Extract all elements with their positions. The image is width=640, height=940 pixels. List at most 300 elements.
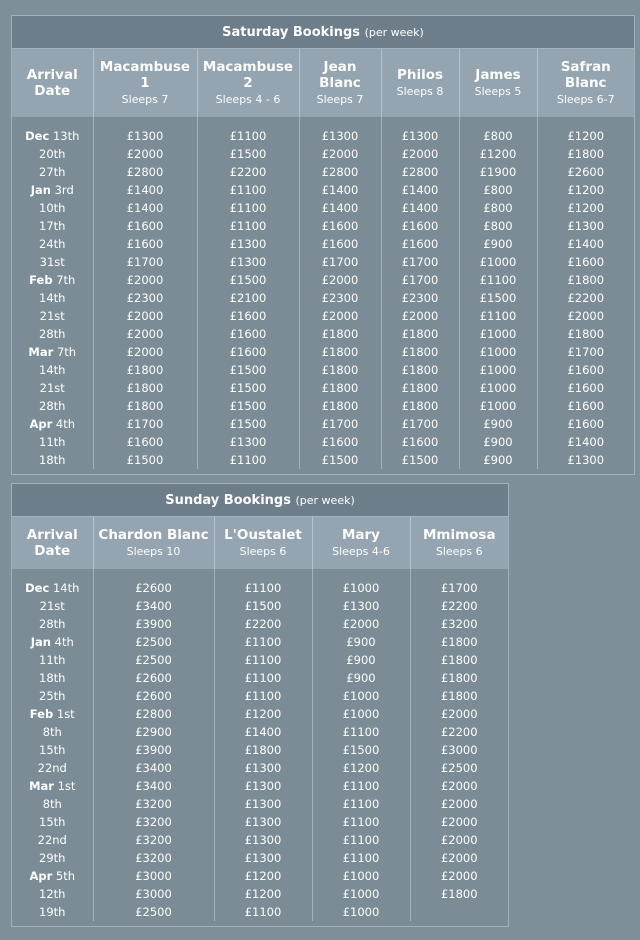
saturday-price-cell: £1200 bbox=[537, 199, 634, 217]
saturday-arrival-month: Apr bbox=[29, 417, 53, 431]
saturday-table-row bbox=[12, 181, 634, 199]
saturday-price-cell: £1700 bbox=[381, 271, 459, 289]
saturday-property-sleeps: Sleeps 8 bbox=[396, 85, 444, 98]
sunday-price-grid bbox=[12, 517, 508, 921]
saturday-price-cell: £2000 bbox=[299, 271, 381, 289]
saturday-price-cell: £1000 bbox=[459, 379, 537, 397]
sunday-table-row bbox=[12, 867, 508, 885]
sunday-price-cell: £2000 bbox=[410, 795, 508, 813]
sunday-property-sleeps: Sleeps 10 bbox=[126, 545, 181, 558]
sunday-price-cell: £1300 bbox=[214, 795, 312, 813]
sunday-price-cell: £2900 bbox=[93, 723, 214, 741]
saturday-price-cell: £1800 bbox=[537, 145, 634, 163]
saturday-arrival-month: Jan bbox=[30, 183, 51, 197]
sunday-price-cell: £1300 bbox=[214, 813, 312, 831]
saturday-table-row bbox=[12, 253, 634, 271]
saturday-price-cell: £1700 bbox=[381, 253, 459, 271]
saturday-price-cell: £1300 bbox=[93, 117, 197, 145]
sunday-price-cell: £1800 bbox=[214, 741, 312, 759]
saturday-table-row bbox=[12, 379, 634, 397]
saturday-price-cell: £2800 bbox=[381, 163, 459, 181]
sunday-price-cell: £1400 bbox=[214, 723, 312, 741]
saturday-arrival-date-cell bbox=[12, 325, 93, 343]
saturday-price-cell: £900 bbox=[459, 451, 537, 469]
saturday-arrival-date-cell bbox=[12, 163, 93, 181]
sunday-price-cell: £2000 bbox=[410, 867, 508, 885]
saturday-property-header bbox=[299, 49, 381, 117]
saturday-arrival-day: 27th bbox=[39, 165, 66, 179]
saturday-price-cell: £1200 bbox=[537, 181, 634, 199]
saturday-price-cell: £1000 bbox=[459, 253, 537, 271]
saturday-price-cell: £1700 bbox=[537, 343, 634, 361]
sunday-table-row bbox=[12, 705, 508, 723]
saturday-price-cell: £1800 bbox=[537, 271, 634, 289]
saturday-arrival-month: Mar bbox=[28, 345, 54, 359]
sunday-price-cell: £3000 bbox=[93, 885, 214, 903]
saturday-arrival-day: 18th bbox=[39, 453, 66, 467]
sunday-price-cell: £900 bbox=[312, 633, 410, 651]
saturday-table-row bbox=[12, 451, 634, 469]
sunday-property-name: Chardon Blanc bbox=[98, 527, 209, 543]
sunday-title-text: Sunday Bookings bbox=[165, 493, 291, 508]
sunday-arrival-day: 1st bbox=[56, 707, 75, 721]
saturday-arrival-day: 10th bbox=[39, 201, 66, 215]
sunday-arrival-day: 8th bbox=[42, 797, 62, 811]
saturday-price-cell: £1300 bbox=[197, 235, 299, 253]
saturday-arrival-day: 14th bbox=[39, 291, 66, 305]
saturday-price-cell: £800 bbox=[459, 199, 537, 217]
sunday-price-cell: £1500 bbox=[214, 597, 312, 615]
saturday-property-header bbox=[381, 49, 459, 117]
saturday-title-sub: (per week) bbox=[364, 26, 424, 39]
saturday-property-sleeps: Sleeps 7 bbox=[121, 93, 169, 106]
sunday-price-cell: £2800 bbox=[93, 705, 214, 723]
saturday-arrival-date-header bbox=[12, 49, 93, 117]
saturday-arrival-day: 14th bbox=[39, 363, 66, 377]
sunday-arrival-day: 25th bbox=[39, 689, 66, 703]
sunday-arrival-day: 8th bbox=[42, 725, 62, 739]
sunday-property-header bbox=[312, 517, 410, 569]
sunday-table-row bbox=[12, 569, 508, 597]
sunday-price-cell: £2600 bbox=[93, 687, 214, 705]
sunday-price-cell: £1100 bbox=[312, 849, 410, 867]
sunday-price-cell: £2600 bbox=[93, 669, 214, 687]
sunday-arrival-day: 5th bbox=[55, 869, 76, 883]
sunday-property-name: Mary bbox=[341, 527, 380, 543]
sunday-arrival-date-cell bbox=[12, 903, 93, 921]
sunday-price-cell: £900 bbox=[312, 651, 410, 669]
saturday-price-cell: £1600 bbox=[537, 361, 634, 379]
sunday-price-cell: £3400 bbox=[93, 759, 214, 777]
sunday-table-row bbox=[12, 795, 508, 813]
saturday-price-cell: £1800 bbox=[299, 325, 381, 343]
sunday-price-cell: £2200 bbox=[410, 723, 508, 741]
saturday-table-row bbox=[12, 271, 634, 289]
saturday-header-row bbox=[12, 49, 634, 117]
saturday-arrival-day: 17th bbox=[39, 219, 66, 233]
saturday-property-header bbox=[459, 49, 537, 117]
saturday-arrival-date-cell bbox=[12, 235, 93, 253]
sunday-price-cell: £1800 bbox=[410, 633, 508, 651]
saturday-property-header bbox=[197, 49, 299, 117]
sunday-price-cell: £3900 bbox=[93, 741, 214, 759]
sunday-price-cell: £3200 bbox=[93, 849, 214, 867]
saturday-price-cell: £1700 bbox=[299, 253, 381, 271]
sunday-arrival-date-cell bbox=[12, 795, 93, 813]
saturday-price-cell: £2000 bbox=[299, 145, 381, 163]
sunday-price-cell: £1100 bbox=[312, 795, 410, 813]
sunday-price-cell: £2000 bbox=[410, 813, 508, 831]
saturday-price-cell: £2800 bbox=[93, 163, 197, 181]
saturday-price-cell: £1100 bbox=[197, 181, 299, 199]
sunday-price-cell: £1500 bbox=[312, 741, 410, 759]
sunday-arrival-day: 22nd bbox=[37, 833, 67, 847]
sunday-arrival-month: Feb bbox=[29, 707, 54, 721]
sunday-property-sleeps: Sleeps 6 bbox=[435, 545, 483, 558]
saturday-price-cell: £1400 bbox=[93, 199, 197, 217]
sunday-table-row bbox=[12, 651, 508, 669]
sunday-arrival-day: 18th bbox=[39, 671, 66, 685]
saturday-arrival-date-cell bbox=[12, 343, 93, 361]
sunday-price-cell: £1100 bbox=[312, 813, 410, 831]
saturday-property-name: James bbox=[475, 67, 521, 83]
saturday-price-cell: £1800 bbox=[381, 325, 459, 343]
sunday-price-cell: £1000 bbox=[312, 705, 410, 723]
saturday-price-cell: £1800 bbox=[93, 379, 197, 397]
saturday-price-cell: £1500 bbox=[381, 451, 459, 469]
sunday-arrival-date-cell bbox=[12, 705, 93, 723]
saturday-arrival-day: 21st bbox=[39, 381, 65, 395]
saturday-property-name: Macambuse 1 bbox=[99, 59, 191, 91]
saturday-arrival-date-cell bbox=[12, 415, 93, 433]
saturday-arrival-date-cell bbox=[12, 117, 93, 145]
saturday-arrival-date-cell bbox=[12, 397, 93, 415]
saturday-price-cell: £1000 bbox=[459, 343, 537, 361]
saturday-price-cell: £1600 bbox=[537, 415, 634, 433]
sunday-price-cell: £1000 bbox=[312, 569, 410, 597]
sunday-property-sleeps: Sleeps 4-6 bbox=[332, 545, 390, 558]
saturday-price-cell: £1600 bbox=[381, 433, 459, 451]
saturday-arrival-day: 13th bbox=[52, 129, 80, 143]
sunday-price-cell: £1000 bbox=[312, 687, 410, 705]
sunday-arrival-date-cell bbox=[12, 651, 93, 669]
sunday-arrival-month: Mar bbox=[29, 779, 54, 793]
sunday-arrival-day: 21st bbox=[39, 599, 65, 613]
sunday-arrival-date-label: Arrival Date bbox=[26, 527, 78, 559]
sunday-price-cell bbox=[410, 903, 508, 921]
sunday-arrival-day: 4th bbox=[54, 635, 74, 649]
saturday-price-cell: £1100 bbox=[197, 451, 299, 469]
saturday-price-cell: £1600 bbox=[93, 235, 197, 253]
saturday-price-cell: £900 bbox=[459, 235, 537, 253]
sunday-table-row bbox=[12, 741, 508, 759]
sunday-price-cell: £1100 bbox=[312, 723, 410, 741]
sunday-arrival-date-cell bbox=[12, 615, 93, 633]
sunday-price-cell: £1100 bbox=[214, 903, 312, 921]
sunday-price-cell: £1200 bbox=[214, 867, 312, 885]
saturday-price-cell: £1600 bbox=[299, 217, 381, 235]
sunday-price-cell: £2600 bbox=[93, 569, 214, 597]
sunday-table-row bbox=[12, 633, 508, 651]
saturday-title bbox=[12, 16, 634, 49]
saturday-table-row bbox=[12, 289, 634, 307]
sunday-table-row bbox=[12, 615, 508, 633]
saturday-price-cell: £2800 bbox=[299, 163, 381, 181]
sunday-arrival-date-cell bbox=[12, 741, 93, 759]
saturday-price-cell: £1100 bbox=[197, 199, 299, 217]
saturday-price-cell: £2000 bbox=[299, 307, 381, 325]
saturday-price-cell: £1500 bbox=[459, 289, 537, 307]
saturday-price-cell: £1600 bbox=[381, 217, 459, 235]
sunday-price-cell: £2200 bbox=[410, 597, 508, 615]
sunday-price-cell: £1000 bbox=[312, 885, 410, 903]
saturday-table-row bbox=[12, 235, 634, 253]
saturday-price-cell: £1400 bbox=[537, 235, 634, 253]
sunday-arrival-date-cell bbox=[12, 849, 93, 867]
sunday-price-cell: £3000 bbox=[93, 867, 214, 885]
saturday-arrival-date-cell bbox=[12, 199, 93, 217]
sunday-table-row bbox=[12, 687, 508, 705]
saturday-table-row bbox=[12, 163, 634, 181]
saturday-price-cell: £1500 bbox=[197, 145, 299, 163]
sunday-price-cell: £1200 bbox=[312, 759, 410, 777]
saturday-table-row bbox=[12, 343, 634, 361]
sunday-property-header bbox=[93, 517, 214, 569]
sunday-price-cell: £2000 bbox=[410, 777, 508, 795]
saturday-arrival-month: Dec bbox=[25, 129, 50, 143]
sunday-price-cell: £3400 bbox=[93, 777, 214, 795]
saturday-arrival-day: 3rd bbox=[54, 183, 74, 197]
saturday-property-name: Jean Blanc bbox=[319, 59, 361, 91]
saturday-price-cell: £1500 bbox=[197, 361, 299, 379]
saturday-price-cell: £1200 bbox=[459, 145, 537, 163]
saturday-price-cell: £1600 bbox=[537, 397, 634, 415]
saturday-price-cell: £1700 bbox=[381, 415, 459, 433]
sunday-arrival-day: 12th bbox=[39, 887, 66, 901]
saturday-price-cell: £1700 bbox=[93, 253, 197, 271]
saturday-arrival-day: 24th bbox=[39, 237, 66, 251]
saturday-price-cell: £2600 bbox=[537, 163, 634, 181]
saturday-price-cell: £800 bbox=[459, 217, 537, 235]
saturday-price-cell: £1300 bbox=[299, 117, 381, 145]
saturday-price-cell: £1900 bbox=[459, 163, 537, 181]
saturday-arrival-date-cell bbox=[12, 361, 93, 379]
saturday-price-cell: £2000 bbox=[93, 325, 197, 343]
saturday-property-sleeps: Sleeps 7 bbox=[316, 93, 364, 106]
saturday-property-sleeps: Sleeps 4 - 6 bbox=[215, 93, 281, 106]
saturday-arrival-day: 21st bbox=[39, 309, 65, 323]
saturday-price-cell: £1400 bbox=[381, 181, 459, 199]
sunday-arrival-date-cell bbox=[12, 687, 93, 705]
saturday-price-cell: £1700 bbox=[93, 415, 197, 433]
saturday-price-cell: £2100 bbox=[197, 289, 299, 307]
sunday-table-row bbox=[12, 903, 508, 921]
sunday-price-cell: £2500 bbox=[410, 759, 508, 777]
saturday-price-cell: £1600 bbox=[381, 235, 459, 253]
sunday-table-row bbox=[12, 669, 508, 687]
sunday-price-cell: £2200 bbox=[214, 615, 312, 633]
saturday-price-cell: £1000 bbox=[459, 397, 537, 415]
sunday-price-cell: £1100 bbox=[214, 633, 312, 651]
sunday-price-cell: £3200 bbox=[93, 795, 214, 813]
saturday-price-cell: £1500 bbox=[197, 271, 299, 289]
sunday-price-cell: £1800 bbox=[410, 885, 508, 903]
saturday-price-cell: £2300 bbox=[299, 289, 381, 307]
saturday-price-cell: £1100 bbox=[459, 271, 537, 289]
saturday-price-cell: £1000 bbox=[459, 325, 537, 343]
sunday-arrival-day: 22nd bbox=[37, 761, 67, 775]
saturday-arrival-date-cell bbox=[12, 289, 93, 307]
saturday-price-cell: £900 bbox=[459, 433, 537, 451]
saturday-price-cell: £1000 bbox=[459, 361, 537, 379]
sunday-price-cell: £1100 bbox=[214, 651, 312, 669]
sunday-table-row bbox=[12, 759, 508, 777]
sunday-price-cell: £2500 bbox=[93, 651, 214, 669]
sunday-price-cell: £2000 bbox=[312, 615, 410, 633]
sunday-body bbox=[12, 569, 508, 921]
saturday-price-cell: £2000 bbox=[537, 307, 634, 325]
sunday-property-header bbox=[214, 517, 312, 569]
sunday-arrival-date-cell bbox=[12, 813, 93, 831]
sunday-arrival-date-cell bbox=[12, 831, 93, 849]
saturday-price-cell: £1600 bbox=[299, 235, 381, 253]
sunday-arrival-date-cell bbox=[12, 633, 93, 651]
saturday-arrival-date-cell bbox=[12, 451, 93, 469]
sunday-price-cell: £1100 bbox=[214, 669, 312, 687]
saturday-table-row bbox=[12, 199, 634, 217]
sunday-table-row bbox=[12, 777, 508, 795]
sunday-price-cell: £3200 bbox=[410, 615, 508, 633]
saturday-price-cell: £2300 bbox=[381, 289, 459, 307]
sunday-arrival-day: 1st bbox=[57, 779, 76, 793]
sunday-arrival-day: 19th bbox=[39, 905, 66, 919]
sunday-price-cell: £1700 bbox=[410, 569, 508, 597]
sunday-arrival-month: Dec bbox=[25, 581, 50, 595]
saturday-price-cell: £1100 bbox=[459, 307, 537, 325]
sunday-price-cell: £1100 bbox=[312, 831, 410, 849]
sunday-price-cell: £1800 bbox=[410, 687, 508, 705]
sunday-property-name: L'Oustalet bbox=[224, 527, 302, 543]
sunday-table-row bbox=[12, 597, 508, 615]
sunday-title bbox=[12, 484, 508, 517]
saturday-price-cell: £1500 bbox=[197, 397, 299, 415]
sunday-arrival-date-cell bbox=[12, 569, 93, 597]
saturday-arrival-day: 20th bbox=[39, 147, 66, 161]
saturday-arrival-date-cell bbox=[12, 145, 93, 163]
sunday-arrival-day: 11th bbox=[39, 653, 66, 667]
saturday-price-cell: £1200 bbox=[537, 117, 634, 145]
sunday-price-cell: £2000 bbox=[410, 849, 508, 867]
saturday-property-header bbox=[93, 49, 197, 117]
saturday-arrival-date-cell bbox=[12, 379, 93, 397]
sunday-arrival-month: Jan bbox=[30, 635, 51, 649]
saturday-price-cell: £1400 bbox=[537, 433, 634, 451]
sunday-table-row bbox=[12, 813, 508, 831]
saturday-price-cell: £1800 bbox=[299, 379, 381, 397]
sunday-arrival-date-cell bbox=[12, 723, 93, 741]
saturday-table-row bbox=[12, 325, 634, 343]
sunday-price-cell: £1200 bbox=[214, 885, 312, 903]
sunday-arrival-date-header bbox=[12, 517, 93, 569]
saturday-arrival-date-cell bbox=[12, 433, 93, 451]
saturday-price-cell: £1700 bbox=[299, 415, 381, 433]
sunday-price-cell: £2000 bbox=[410, 831, 508, 849]
saturday-price-cell: £800 bbox=[459, 117, 537, 145]
sunday-price-cell: £1000 bbox=[312, 903, 410, 921]
sunday-table-row bbox=[12, 723, 508, 741]
saturday-price-cell: £1800 bbox=[381, 397, 459, 415]
saturday-table-row bbox=[12, 307, 634, 325]
saturday-price-cell: £1800 bbox=[299, 397, 381, 415]
sunday-price-cell: £900 bbox=[312, 669, 410, 687]
saturday-price-cell: £1800 bbox=[381, 379, 459, 397]
saturday-price-cell: £1500 bbox=[197, 415, 299, 433]
saturday-arrival-day: 28th bbox=[39, 399, 66, 413]
saturday-price-cell: £2200 bbox=[537, 289, 634, 307]
saturday-price-cell: £2000 bbox=[93, 271, 197, 289]
saturday-price-cell: £1800 bbox=[381, 361, 459, 379]
saturday-price-cell: £1500 bbox=[93, 451, 197, 469]
sunday-price-cell: £2500 bbox=[93, 633, 214, 651]
saturday-body bbox=[12, 117, 634, 469]
sunday-arrival-date-cell bbox=[12, 669, 93, 687]
saturday-arrival-date-cell bbox=[12, 217, 93, 235]
sunday-arrival-date-cell bbox=[12, 777, 93, 795]
saturday-price-cell: £1300 bbox=[537, 451, 634, 469]
sunday-arrival-day: 15th bbox=[39, 743, 66, 757]
saturday-property-sleeps: Sleeps 6-7 bbox=[556, 93, 615, 106]
sunday-arrival-day: 14th bbox=[52, 581, 80, 595]
saturday-arrival-date-cell bbox=[12, 271, 93, 289]
saturday-table-row bbox=[12, 415, 634, 433]
saturday-arrival-date-cell bbox=[12, 307, 93, 325]
saturday-price-cell: £800 bbox=[459, 181, 537, 199]
saturday-price-cell: £2000 bbox=[381, 307, 459, 325]
saturday-arrival-date-cell bbox=[12, 253, 93, 271]
saturday-table-row bbox=[12, 145, 634, 163]
saturday-property-sleeps: Sleeps 5 bbox=[474, 85, 522, 98]
sunday-price-cell: £1300 bbox=[312, 597, 410, 615]
saturday-price-cell: £1100 bbox=[197, 117, 299, 145]
saturday-bookings-table bbox=[11, 15, 635, 475]
saturday-price-cell: £1300 bbox=[197, 433, 299, 451]
sunday-table-row bbox=[12, 885, 508, 903]
saturday-table-row bbox=[12, 117, 634, 145]
sunday-price-cell: £1100 bbox=[214, 569, 312, 597]
sunday-price-cell: £1300 bbox=[214, 777, 312, 795]
sunday-price-cell: £3400 bbox=[93, 597, 214, 615]
saturday-price-cell: £1400 bbox=[381, 199, 459, 217]
sunday-price-cell: £1100 bbox=[214, 687, 312, 705]
saturday-price-cell: £2300 bbox=[93, 289, 197, 307]
sunday-property-header bbox=[410, 517, 508, 569]
sunday-arrival-day: 15th bbox=[39, 815, 66, 829]
saturday-price-cell: £1400 bbox=[93, 181, 197, 199]
sunday-price-cell: £1200 bbox=[214, 705, 312, 723]
saturday-price-cell: £1500 bbox=[299, 451, 381, 469]
saturday-price-cell: £1400 bbox=[299, 181, 381, 199]
saturday-price-cell: £1500 bbox=[197, 379, 299, 397]
saturday-price-cell: £1600 bbox=[197, 307, 299, 325]
sunday-price-cell: £2000 bbox=[410, 705, 508, 723]
sunday-arrival-day: 28th bbox=[39, 617, 66, 631]
sunday-table-row bbox=[12, 849, 508, 867]
sunday-price-cell: £1000 bbox=[312, 867, 410, 885]
saturday-price-cell: £1800 bbox=[537, 325, 634, 343]
saturday-price-cell: £2000 bbox=[93, 307, 197, 325]
sunday-title-sub: (per week) bbox=[295, 494, 355, 507]
saturday-title-text: Saturday Bookings bbox=[222, 25, 361, 40]
